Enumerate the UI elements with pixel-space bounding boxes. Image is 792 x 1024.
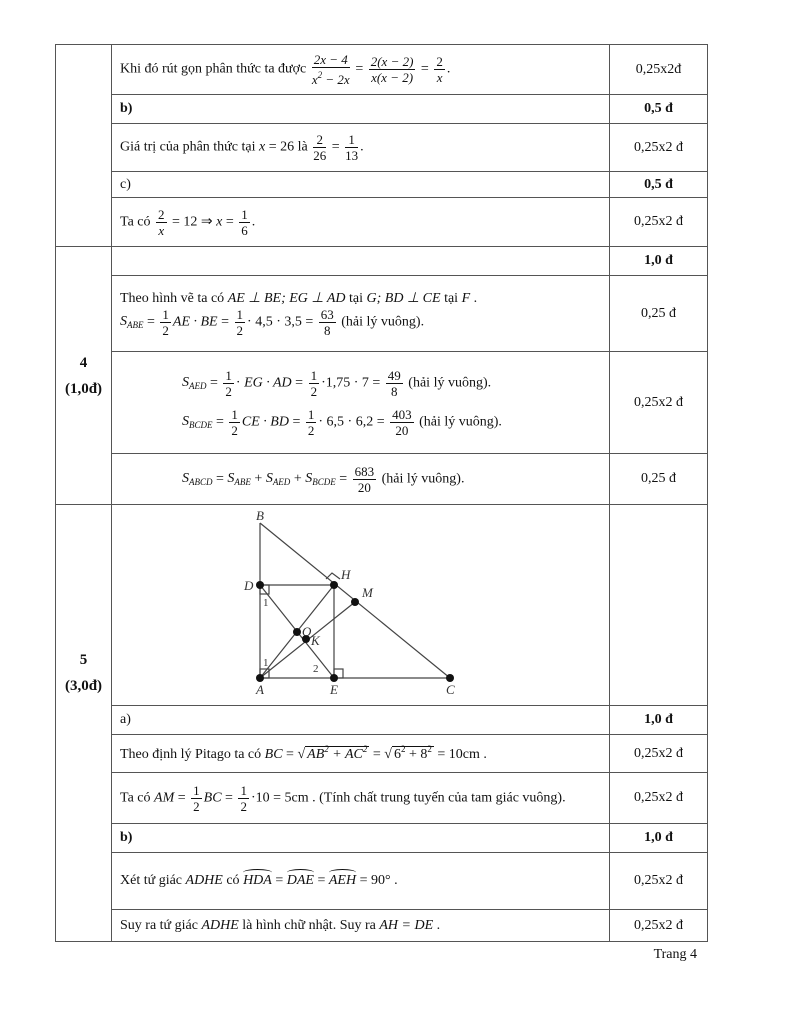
label-e: E	[330, 682, 338, 697]
table-row	[56, 45, 708, 95]
point-o	[293, 628, 301, 636]
table-row	[56, 735, 708, 773]
figure-cell	[112, 505, 610, 706]
content-cell: Ta có AM = $\frac{1}{2}$ BC = $\frac{1}{2}$ ·10 = 5cm . (Tính chất trung tuyến của tam giác vuông).	[112, 773, 610, 824]
points-cell: 0,25x2 đ	[610, 853, 708, 910]
row-text: (hải lý vuông).	[419, 414, 502, 430]
point-e	[330, 674, 338, 682]
question-number: 4	[79, 354, 88, 371]
points-cell: 0,5 đ	[610, 172, 708, 198]
table-row	[56, 910, 708, 942]
content-cell: $S_{ABCD} = S_{ABE} + S_{AED} + S_{BCDE}$ = $\frac{683}{20}$ (hải lý vuông).	[112, 454, 610, 505]
points-cell: 0,5 đ	[610, 95, 708, 124]
row-text: Theo hình vẽ ta có	[120, 290, 225, 306]
row-text: (hải lý vuông).	[381, 471, 465, 487]
fraction: $\frac{2}{x}$	[436, 54, 443, 85]
row-text: Ta có	[120, 214, 151, 230]
row-text: (hải lý vuông).	[408, 375, 492, 391]
table-row	[56, 706, 708, 735]
points-cell: 0,25 đ	[610, 276, 708, 352]
question-score: (1,0đ)	[64, 380, 103, 397]
row-text: có	[226, 873, 240, 888]
content-cell: Ta có $\frac{2}{x}$ = 12 ⇒ x = $\frac{1}{6}$ .	[112, 198, 610, 247]
points-cell: 1,0 đ	[610, 824, 708, 853]
row-text: Ta có	[120, 790, 151, 806]
row-text: 5cm . (Tính chất trung tuyến của tam giác vuông).	[284, 790, 566, 806]
part-label: c)	[112, 172, 610, 198]
points-cell: 0,25 đ	[610, 454, 708, 505]
points-cell: 1,0 đ	[610, 247, 708, 276]
points-cell: 0,25x2 đ	[610, 910, 708, 942]
point-h	[330, 581, 338, 589]
label-angle-a1: 1	[263, 657, 269, 669]
row-text: Xét tứ giác	[120, 873, 183, 888]
table-row	[56, 247, 708, 276]
points-cell: 0,25x2 đ	[610, 773, 708, 824]
table-row	[56, 454, 708, 505]
table-row	[56, 773, 708, 824]
points-cell: 0,25x2 đ	[610, 735, 708, 773]
question-cell-5	[56, 505, 112, 942]
table-row	[56, 124, 708, 172]
label-c: C	[446, 682, 455, 697]
fraction: $\frac{2(x - 2)}{x(x - 2)}$	[370, 54, 414, 85]
table-row	[56, 352, 708, 454]
geometry-figure	[112, 505, 610, 705]
row-text: là hình chữ nhật. Suy ra	[242, 917, 376, 933]
points-cell: 0,25x2đ	[610, 45, 708, 95]
table-row	[56, 505, 708, 706]
row-text: tại	[444, 290, 459, 306]
fraction: $\frac{2}{26}$	[313, 132, 327, 163]
table-row	[56, 276, 708, 352]
part-label: a)	[112, 706, 610, 735]
label-h: H	[341, 567, 351, 582]
grading-table	[55, 44, 708, 942]
table-row	[56, 172, 708, 198]
fraction: $\frac{2x - 4}{x^2 - 2x}$	[311, 52, 350, 87]
table-row	[56, 824, 708, 853]
content-cell: Theo hình vẽ ta có AE ⊥ BE; EG ⊥ AD tại G; BD ⊥ CE tại F . $S_{ABE}$ = $\frac{1}{2}$ AE · BE = $\frac{1}{2}$ · 4,5 · 3,5 = $\frac{63}{8}$ (hải lý vuông).	[112, 276, 610, 352]
table-row	[56, 95, 708, 124]
row-text: là	[297, 139, 308, 155]
label-angle-d1: 1	[263, 597, 269, 609]
content-cell: Khi đó rút gọn phân thức ta được $\frac{2x - 4}{x^2 - 2x}$ = $\frac{2(x - 2)}{x(x - 2)}$ = $\frac{2}{x}$ .	[112, 45, 610, 95]
points-cell: 0,25x2 đ	[610, 352, 708, 454]
point-c	[446, 674, 454, 682]
content-cell: Suy ra tứ giác ADHE là hình chữ nhật. Suy ra AH = DE .	[112, 910, 610, 942]
row-text: (hải lý vuông).	[341, 314, 425, 330]
point-d	[256, 581, 264, 589]
content-cell: Xét tứ giác ADHE có HDA = DAE = AEH = 90° .	[112, 853, 610, 910]
question-score: (3,0đ)	[64, 678, 103, 694]
point-a	[256, 674, 264, 682]
content-cell: Theo định lý Pitago ta có BC = √ $AB^2 + AC^2$ = √ $6^2 + 8^2 = 10cm$ .	[112, 735, 610, 773]
part-label: b)	[112, 95, 610, 124]
label-a: A	[256, 682, 264, 697]
content-cell: Giá trị của phân thức tại x = 26 là $\frac{2}{26}$ = $\frac{1}{13}$ .	[112, 124, 610, 172]
row-text: Khi đó rút gọn phân thức ta được	[120, 61, 307, 77]
label-k: K	[311, 633, 320, 648]
label-b: B	[256, 508, 264, 523]
fraction: $\frac{1}{13}$	[345, 132, 359, 163]
question-cell-4	[56, 247, 112, 505]
table-row	[56, 198, 708, 247]
table-row	[56, 853, 708, 910]
label-o: O	[302, 624, 312, 639]
page-number: Trang 4	[653, 947, 697, 962]
fraction: $\frac{2}{x}$	[158, 206, 165, 238]
question-number: 5	[79, 652, 88, 668]
question-cell-blank	[56, 45, 112, 247]
row-text: Suy ra tứ giác	[120, 917, 198, 933]
content-cell: $S_{AED}$ = $\frac{1}{2}$ · EG · AD = $\frac{1}{2}$ ·1,75 · 7 = $\frac{49}{8}$ (hải lý vuông). $S_{BCDE}$ = $\frac{1}{2}$ CE · BD = $\frac{1}{2}$ · 6,5 · 6,2 = $\frac{403}{20}$ (hải lý vuông).	[112, 352, 610, 454]
row-text: 10cm .	[448, 747, 487, 762]
label-m: M	[362, 585, 373, 600]
points-cell	[610, 505, 708, 706]
row-text: Theo định lý Pitago ta có	[120, 747, 262, 762]
row-text: Giá trị của phân thức tại	[120, 139, 256, 155]
points-cell: 0,25x2 đ	[610, 124, 708, 172]
row-text: tại	[349, 290, 364, 306]
point-m	[351, 598, 359, 606]
label-angle-e2: 2	[313, 663, 319, 675]
content-cell	[112, 247, 610, 276]
fraction: $\frac{1}{6}$	[241, 206, 248, 238]
points-cell: 0,25x2 đ	[610, 198, 708, 247]
label-d: D	[244, 578, 254, 593]
part-label: b)	[112, 824, 610, 853]
points-cell: 1,0 đ	[610, 706, 708, 735]
